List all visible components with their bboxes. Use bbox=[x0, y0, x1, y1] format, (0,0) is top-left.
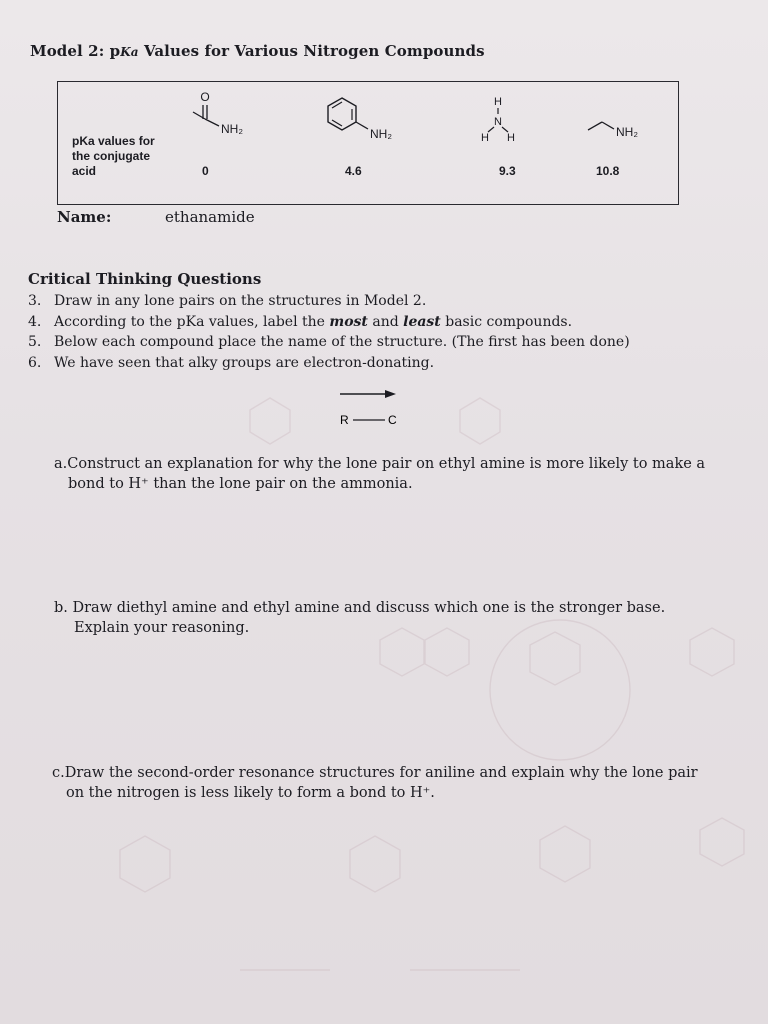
questions-list bbox=[28, 291, 630, 373]
question-5 bbox=[28, 332, 630, 353]
ammonia-h-right: H bbox=[507, 132, 515, 144]
aniline-structure bbox=[320, 92, 420, 147]
question-6-number: 6. bbox=[28, 354, 42, 371]
inductive-effect-diagram bbox=[330, 386, 420, 431]
pka-row-label bbox=[72, 134, 155, 179]
aniline-nh2-label: NH₂ bbox=[370, 127, 392, 141]
question-3 bbox=[28, 291, 630, 312]
amide-cn-bond bbox=[205, 119, 219, 126]
aniline-cn-bond bbox=[356, 122, 368, 129]
subquestion-c bbox=[52, 763, 698, 803]
model-title-ka: Ka bbox=[120, 45, 139, 59]
ghost-ring-7 bbox=[540, 826, 590, 882]
pka-value-aniline: 4.6 bbox=[345, 164, 362, 178]
model-title-prefix: Model 2: p bbox=[30, 42, 121, 60]
pka-value-ammonia: 9.3 bbox=[499, 164, 516, 178]
model-table bbox=[57, 81, 679, 205]
question-4 bbox=[28, 312, 630, 333]
ammonia-structure bbox=[476, 92, 526, 147]
ethylamine-nh2-label: NH₂ bbox=[616, 125, 638, 139]
question-5-text: Below each compound place the name of the structure. (The first has been done) bbox=[54, 334, 630, 350]
ghost-ring-3 bbox=[530, 632, 580, 685]
pka-row-label-line-3: acid bbox=[72, 164, 97, 178]
pka-row-label-line-1: pKa values for bbox=[72, 134, 155, 148]
question-5-number: 5. bbox=[28, 334, 42, 350]
name-row-label: Name: bbox=[57, 208, 112, 226]
question-6 bbox=[28, 353, 630, 374]
pka-value-amide: 0 bbox=[202, 164, 209, 178]
ghost-ring-10 bbox=[460, 398, 500, 444]
diagram-r-atom: R bbox=[340, 413, 349, 427]
questions-heading: Critical Thinking Questions bbox=[28, 270, 262, 288]
ethylamine-structure bbox=[584, 110, 664, 145]
subquestion-c-line-2: on the nitrogen is less likely to form a bond to H⁺. bbox=[66, 785, 435, 801]
question-3-number: 3. bbox=[28, 293, 42, 309]
ethylamine-cc-bond bbox=[588, 122, 602, 130]
ghost-ring-4 bbox=[690, 628, 734, 676]
question-6-text: We have seen that alky groups are electron-donating. bbox=[54, 354, 435, 371]
subquestion-b-line-1: b. Draw diethyl amine and ethyl amine and discuss which one is the stronger base. bbox=[54, 600, 666, 616]
amide-nh2-label: NH₂ bbox=[221, 122, 243, 136]
amide-structure bbox=[185, 88, 265, 143]
question-3-text: Draw in any lone pairs on the structures in Model 2. bbox=[54, 293, 427, 309]
ghost-ring-8 bbox=[700, 818, 744, 866]
diagram-c-atom: C bbox=[388, 413, 397, 427]
subquestion-a-line-1: a.Construct an explanation for why the lone pair on ethyl amine is more likely to make a bbox=[54, 456, 706, 472]
model-title-rest: Values for Various Nitrogen Compounds bbox=[138, 42, 485, 60]
amide-oxygen-label: O bbox=[200, 90, 210, 104]
question-4-number: 4. bbox=[28, 313, 42, 330]
question-4-text-before: According to the pKa values, label the bbox=[54, 313, 330, 330]
ghost-circle bbox=[490, 620, 630, 760]
ammonia-n: N bbox=[494, 116, 502, 128]
ghost-ring-9 bbox=[250, 398, 290, 444]
subquestion-c-line-1: c.Draw the second-order resonance structures for aniline and explain why the lone pair bbox=[52, 765, 698, 781]
name-row-value[interactable]: ethanamide bbox=[165, 208, 255, 226]
pka-row-label-line-2: the conjugate bbox=[72, 149, 151, 163]
question-4-least: least bbox=[403, 313, 441, 330]
ghost-ring-5 bbox=[120, 836, 170, 892]
ethylamine-cn-bond bbox=[602, 122, 614, 129]
ghost-ring-6 bbox=[350, 836, 400, 892]
subquestion-b-line-2: Explain your reasoning. bbox=[74, 620, 250, 636]
question-4-text-after: basic compounds. bbox=[440, 313, 573, 330]
question-4-most: most bbox=[329, 313, 368, 330]
subquestion-a bbox=[54, 454, 705, 494]
subquestion-a-line-2: bond to H⁺ than the lone pair on the ammonia. bbox=[68, 476, 413, 492]
ammonia-h-left: H bbox=[481, 132, 489, 144]
ammonia-h-top: H bbox=[494, 96, 502, 108]
model-title bbox=[30, 42, 485, 60]
pka-value-ethylamine: 10.8 bbox=[596, 164, 620, 178]
question-4-text-mid: and bbox=[367, 313, 404, 330]
donation-arrow-head bbox=[385, 390, 396, 398]
subquestion-b bbox=[54, 598, 665, 638]
